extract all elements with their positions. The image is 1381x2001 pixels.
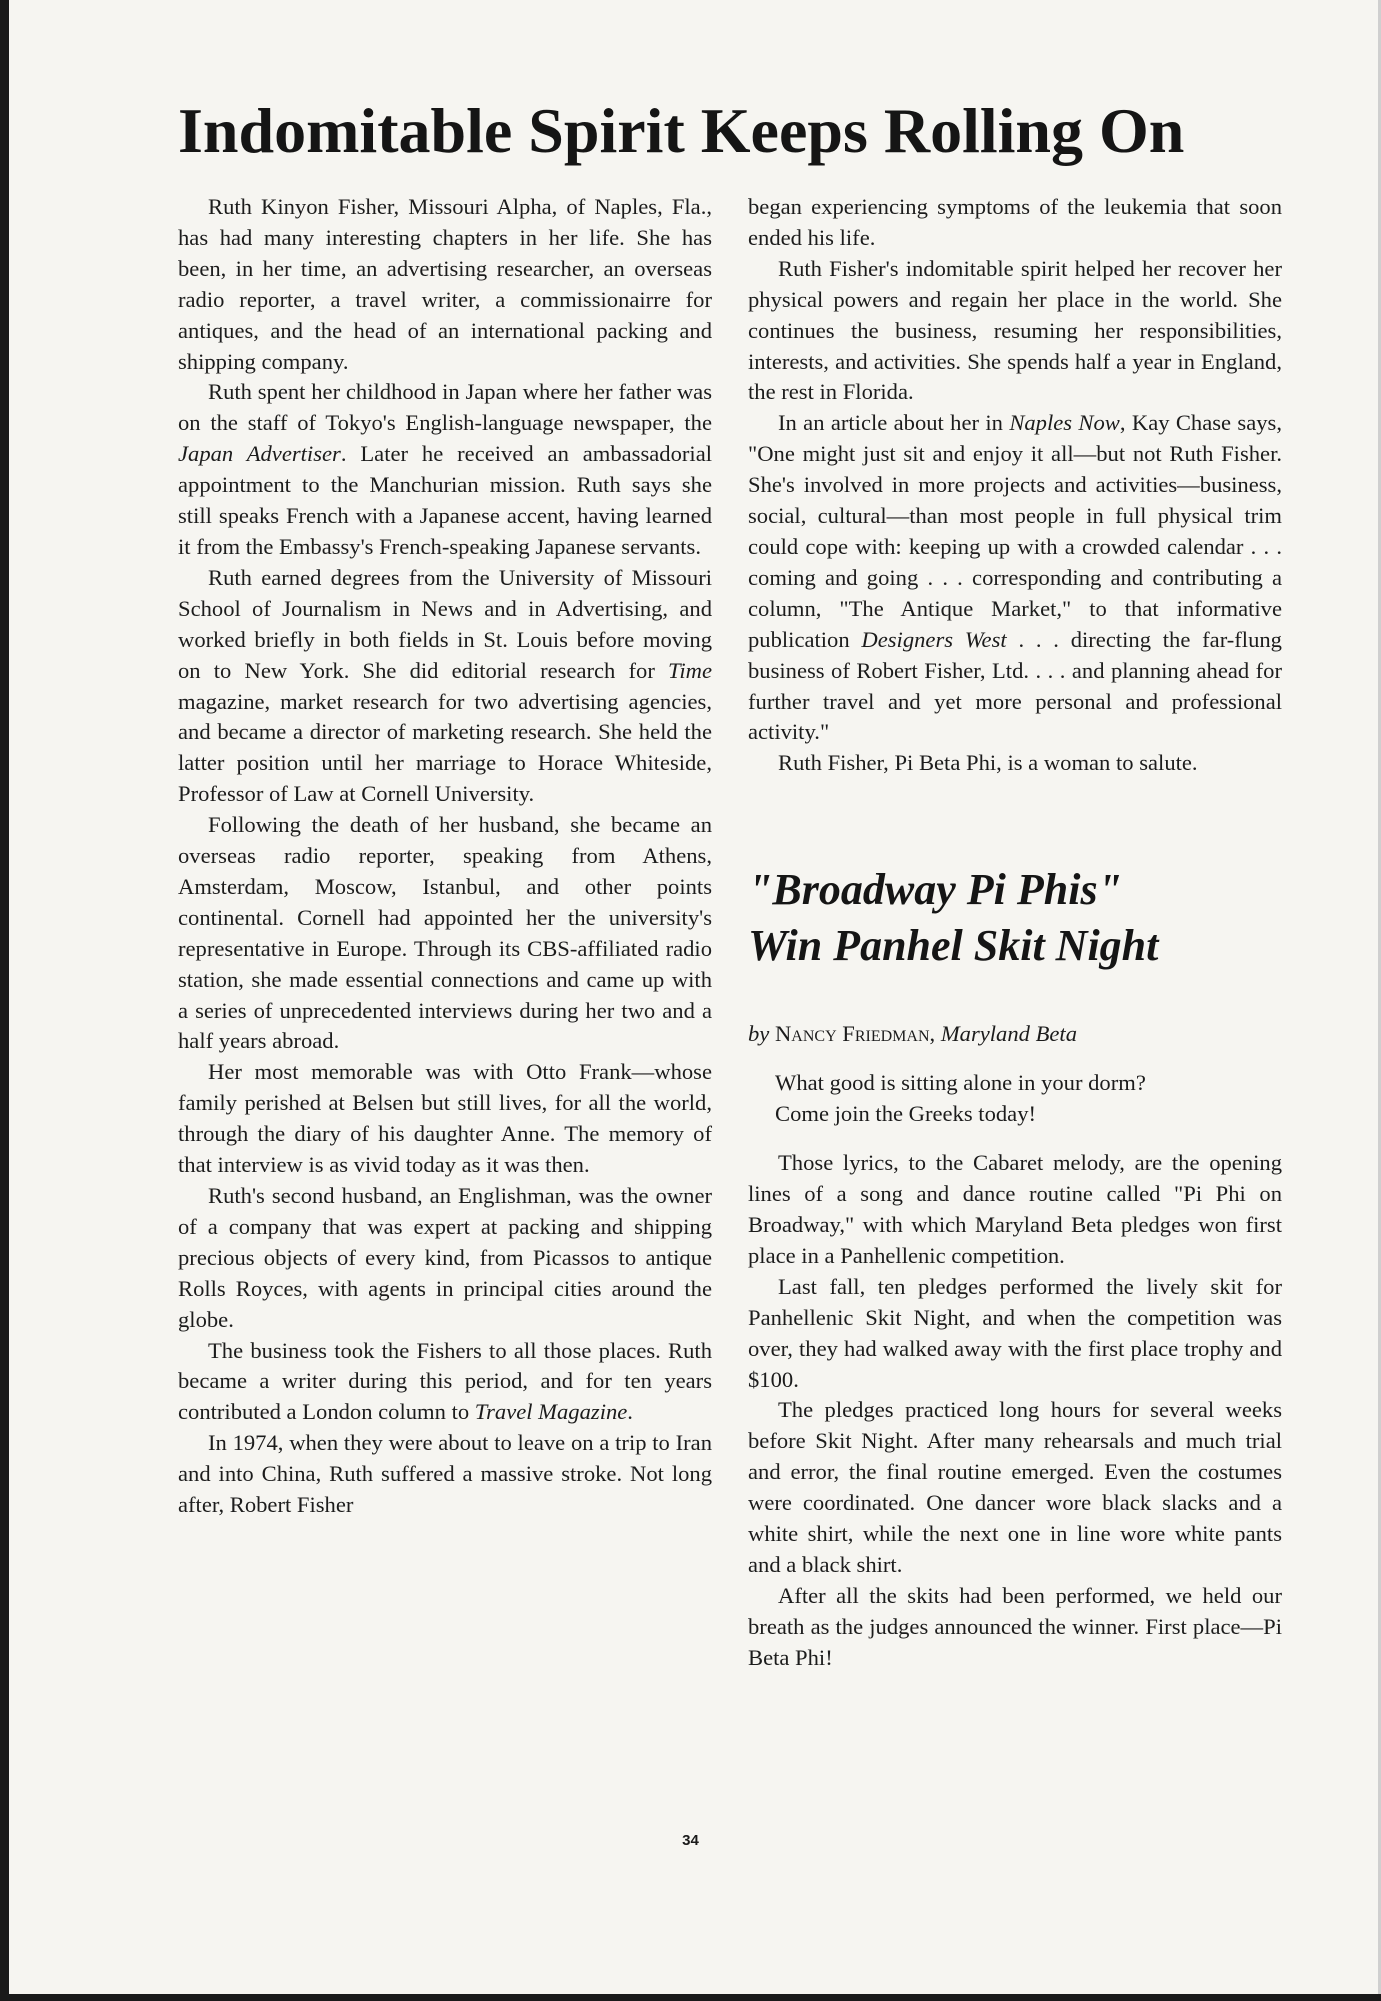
article-paragraph: Ruth Kinyon Fisher, Missouri Alpha, of Naples, Fla., has had many interesting chapters in her life. She has been, in her time, an advertising researcher, an overseas radio reporter, a travel writer, a commissionairre for antiques, and the head of an international packing and shipping company. bbox=[178, 194, 712, 374]
article-title: Indomitable Spirit Keeps Rolling On bbox=[178, 95, 1185, 166]
article-paragraph: The business took the Fishers to all those places. Ruth became a writer during this period, and for ten years contributed a London column to Travel Magazine. bbox=[178, 1337, 712, 1425]
scan-edge-bottom bbox=[0, 1994, 1381, 2001]
byline-by: by bbox=[748, 1021, 770, 1047]
second-article-title-line2: Win Panhel Skit Night bbox=[748, 921, 1159, 971]
scan-edge-left bbox=[0, 0, 9, 2001]
lyric-line: Come join the Greeks today! bbox=[775, 1101, 1037, 1127]
article-continuation: began experiencing symptoms of the leukemia that soon ended his life. bbox=[748, 194, 1282, 250]
lyric-line: What good is sitting alone in your dorm? bbox=[775, 1070, 1146, 1096]
byline-chapter: Maryland Beta bbox=[940, 1021, 1077, 1047]
article-paragraph: Ruth Fisher, Pi Beta Phi, is a woman to salute. bbox=[778, 750, 1198, 776]
article-paragraph: Last fall, ten pledges performed the lively skit for Panhellenic Skit Night, and when the competition was over, they had walked away with the first place trophy and $100. bbox=[748, 1273, 1282, 1392]
article-paragraph: Following the death of her husband, she became an overseas radio reporter, speaking from Athens, Amsterdam, Moscow, Istanbul, and other points continental. Cornell had appointed her the university's representative in Europe. Through its CBS-affiliated radio station, she made essential connections and came up with a series of unprecedented interviews during her two and a half years abroad. bbox=[178, 812, 712, 1054]
page-number: 34 bbox=[682, 1832, 699, 1849]
second-article-title-line1: "Broadway Pi Phis" bbox=[748, 865, 1122, 915]
byline-author: Nancy Friedman, bbox=[774, 1021, 936, 1047]
second-article-title bbox=[748, 779, 1282, 974]
article-paragraph: The pledges practiced long hours for several weeks before Skit Night. After many rehearsals and much trial and error, the final routine emerged. Even the costumes were coordinated. One dancer wore black slacks and a white shirt, while the next one in line wore white pants and a black shirt. bbox=[748, 1397, 1282, 1577]
article-paragraph: In 1974, when they were about to leave on a trip to Iran and into China, Ruth suffered a massive stroke. Not long after, Robert Fisher bbox=[178, 1430, 712, 1518]
article-paragraph: Ruth spent her childhood in Japan where her father was on the staff of Tokyo's English-language newspaper, the Japan Advertiser. Later he received an ambassadorial appointment to the Manchurian mission. Ruth says she still speaks French with a Japanese accent, having learned it from the Embassy's French-speaking Japanese servants. bbox=[178, 379, 713, 559]
second-article-body bbox=[748, 1148, 1282, 1673]
article-paragraph: Those lyrics, to the Cabaret melody, are the opening lines of a song and dance routine called "Pi Phi on Broadway," with which Maryland Beta pledges won first place in a Panhellenic competition. bbox=[748, 1150, 1282, 1268]
left-column bbox=[178, 192, 712, 1521]
article-paragraph: Ruth's second husband, an Englishman, was the owner of a company that was expert at packing and shipping precious objects of every kind, from Picassos to antique Rolls Royces, with agents in principal cities around the globe. bbox=[178, 1183, 712, 1332]
article-paragraph: Her most memorable was with Otto Frank—whose family perished at Belsen but still lives, for all the world, through the diary of his daughter Anne. The memory of that interview is as vivid today as it was then. bbox=[178, 1059, 712, 1178]
article-paragraph: Ruth earned degrees from the University of Missouri School of Journalism in News and in Advertising, and worked briefly in both fields in St. Louis before moving on to New York. She did editorial research for Time magazine, market research for two advertising agencies, and became a director of marketing research. She held the latter position until her marriage to Horace Whiteside, Professor of Law at Cornell University. bbox=[178, 564, 712, 807]
byline bbox=[748, 974, 1282, 1067]
right-column bbox=[748, 192, 1282, 1674]
song-lyrics bbox=[748, 1067, 1282, 1148]
article-paragraph: Ruth Fisher's indomitable spirit helped her recover her physical powers and regain her place in the world. She continues the business, resuming her responsibilities, interests, and activities. She spends half a year in England, the rest in Florida. bbox=[748, 255, 1282, 405]
article-paragraph: In an article about her in Naples Now, Kay Chase says, "One might just sit and enjoy it all—but not Ruth Fisher. She's involved in more projects and activities—business, social, cultural—than most people in full physical trim could cope with: keeping up with a crowded calendar . . . coming and going . . . corresponding and contributing a column, "The Antique Market," to that informative publication Designers West . . . directing the far-flung business of Robert Fisher, Ltd. . . . and planning ahead for further travel and yet more personal and professional activity." bbox=[748, 410, 1282, 745]
article-paragraph: After all the skits had been performed, we held our breath as the judges announced the winner. First place—Pi Beta Phi! bbox=[748, 1582, 1282, 1670]
